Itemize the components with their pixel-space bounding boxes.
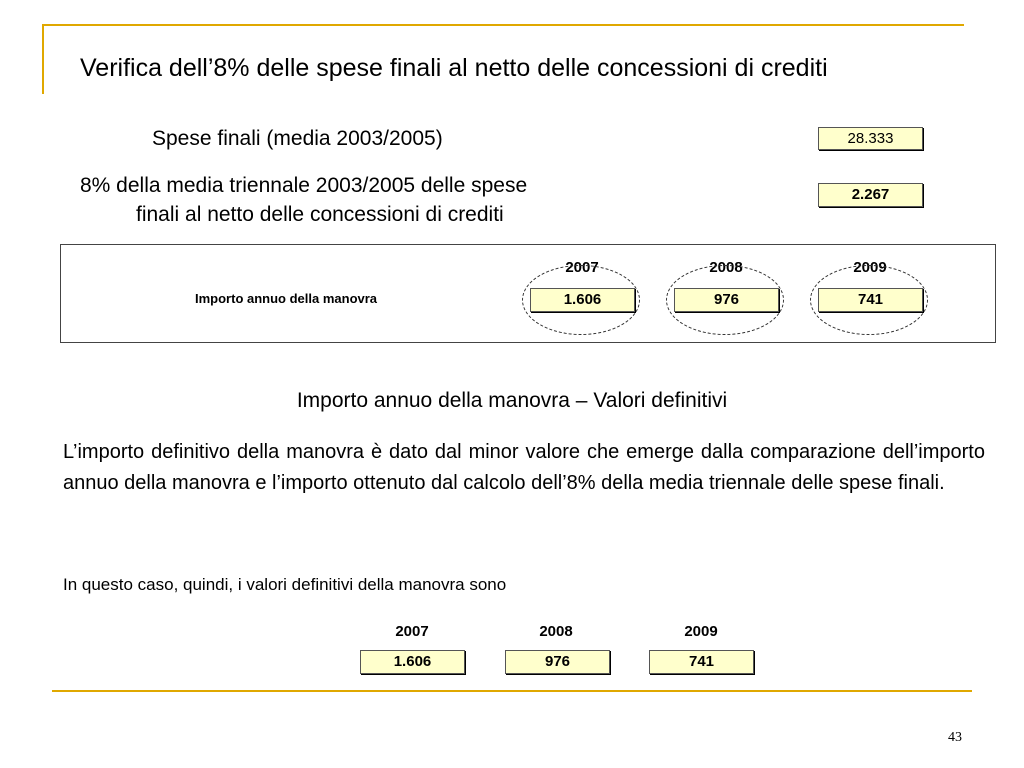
- panel-year-2007: 2007: [565, 259, 599, 276]
- panel-year-2008: 2008: [709, 259, 743, 276]
- otto-percento-label-line2: finali al netto delle concessioni di crediti: [136, 203, 504, 226]
- bottom-accent-rule: [52, 690, 972, 692]
- final-year-2007: 2007: [395, 623, 429, 640]
- panel-year-2009: 2009: [853, 259, 887, 276]
- spese-finali-label: Spese finali (media 2003/2005): [152, 127, 443, 150]
- final-year-2009: 2009: [684, 623, 718, 640]
- definitivi-note: In questo caso, quindi, i valori definitivi della manovra sono: [63, 575, 507, 594]
- page-number: 43: [948, 730, 962, 745]
- otto-percento-label-line1: 8% della media triennale 2003/2005 delle spese: [80, 174, 528, 197]
- manovra-row-label: Importo annuo della manovra: [195, 291, 378, 306]
- final-value-2008: 976: [505, 650, 610, 674]
- final-value-2007: 1.606: [360, 650, 465, 674]
- slide-title: Verifica dell’8% delle spese finali al netto delle concessioni di crediti: [80, 54, 828, 82]
- spese-finali-value: 28.333: [818, 127, 923, 150]
- panel-value-2008: 976: [674, 288, 779, 312]
- definitivi-heading: Importo annuo della manovra – Valori definitivi: [296, 389, 728, 412]
- panel-value-2007: 1.606: [530, 288, 635, 312]
- final-value-2009: 741: [649, 650, 754, 674]
- definitivi-paragraph: L’importo definitivo della manovra è dato dal minor valore che emerge dalla comparazione dell’importo annuo della manovra e l’importo ottenuto dal calcolo dell’8% della media triennale delle spese finali.: [63, 441, 985, 494]
- final-year-2008: 2008: [539, 623, 573, 640]
- panel-value-2009: 741: [818, 288, 923, 312]
- manovra-panel: [60, 244, 996, 343]
- otto-percento-value: 2.267: [818, 183, 923, 207]
- left-accent-rule: [42, 24, 44, 94]
- top-accent-rule: [42, 24, 964, 26]
